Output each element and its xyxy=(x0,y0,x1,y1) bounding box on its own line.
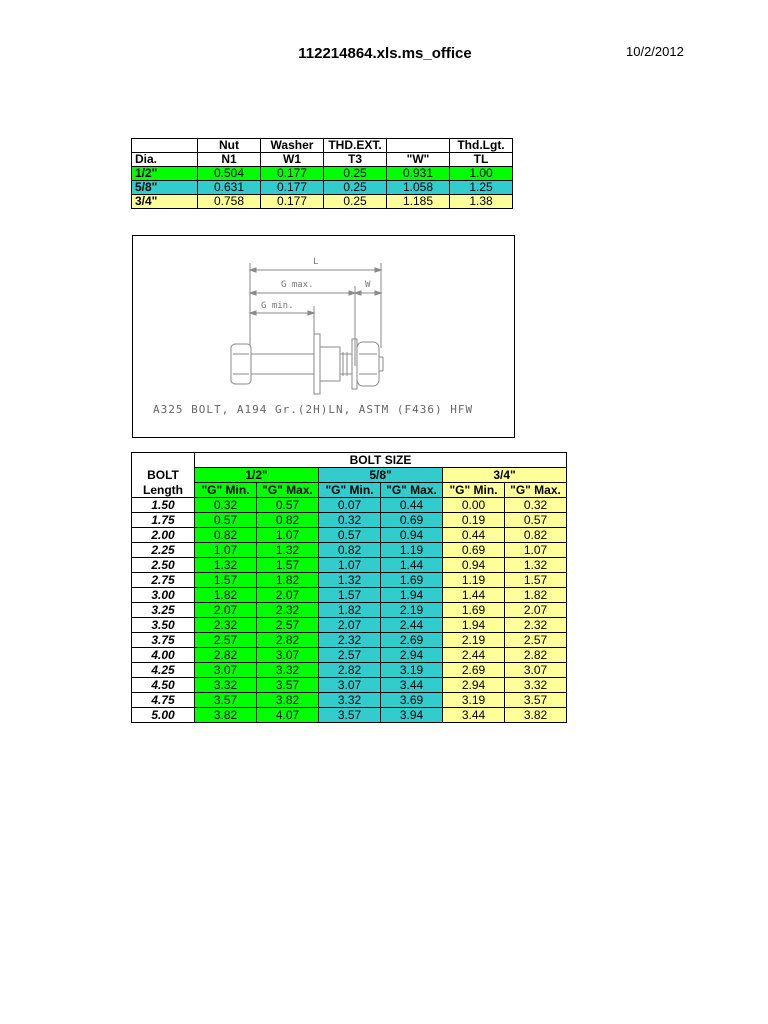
label-l: L xyxy=(313,257,319,267)
g-max-cell: 2.07 xyxy=(257,588,319,603)
g-min-cell: 1.19 xyxy=(443,573,505,588)
bolt-length-cell: 1.75 xyxy=(132,513,195,528)
g-table-row xyxy=(132,633,567,648)
g-max-cell: 0.32 xyxy=(505,498,567,513)
w1-cell: 0.177 xyxy=(261,181,324,195)
bolt-length-cell: 4.75 xyxy=(132,693,195,708)
g-min-cell: 2.44 xyxy=(443,648,505,663)
document-title: 112214864.xls.ms_office xyxy=(298,45,472,62)
min-header: "G" Min. xyxy=(443,483,505,498)
t3-cell: 0.25 xyxy=(324,195,387,209)
g-max-cell: 1.57 xyxy=(257,558,319,573)
label-gmax: G max. xyxy=(281,280,314,290)
bolt-length-cell: 4.00 xyxy=(132,648,195,663)
g-max-cell: 0.94 xyxy=(381,528,443,543)
g-max-cell: 2.94 xyxy=(381,648,443,663)
g-min-cell: 1.57 xyxy=(195,573,257,588)
g-table-row xyxy=(132,543,567,558)
g-min-cell: 2.94 xyxy=(443,678,505,693)
g-table-row xyxy=(132,558,567,573)
g-table-row xyxy=(132,588,567,603)
g-max-cell: 1.57 xyxy=(505,573,567,588)
g-max-cell: 2.44 xyxy=(381,618,443,633)
size-header: 1/2" xyxy=(195,468,319,483)
g-max-cell: 1.07 xyxy=(257,528,319,543)
g-min-cell: 1.82 xyxy=(195,588,257,603)
g-max-cell: 1.94 xyxy=(381,588,443,603)
g-max-cell: 2.82 xyxy=(505,648,567,663)
size-header: 3/4" xyxy=(443,468,567,483)
bolt-length-cell: 3.75 xyxy=(132,633,195,648)
g-max-cell: 0.82 xyxy=(505,528,567,543)
g-table-row xyxy=(132,618,567,633)
g-max-cell: 2.07 xyxy=(505,603,567,618)
g-max-cell: 3.19 xyxy=(381,663,443,678)
bolt-length-cell: 3.50 xyxy=(132,618,195,633)
g-min-cell: 0.32 xyxy=(195,498,257,513)
g-max-cell: 3.82 xyxy=(505,708,567,723)
g-min-cell: 3.32 xyxy=(195,678,257,693)
g-min-cell: 2.32 xyxy=(195,618,257,633)
g-min-cell: 3.57 xyxy=(319,708,381,723)
w-cell: 1.058 xyxy=(387,181,450,195)
g-max-cell: 2.32 xyxy=(257,603,319,618)
g-table-row xyxy=(132,498,567,513)
g-min-cell: 1.82 xyxy=(319,603,381,618)
g-min-cell: 3.07 xyxy=(195,663,257,678)
g-max-cell: 2.82 xyxy=(257,633,319,648)
dimension-row xyxy=(132,181,513,195)
g-max-cell: 2.57 xyxy=(257,618,319,633)
g-min-cell: 0.94 xyxy=(443,558,505,573)
g-max-cell: 2.32 xyxy=(505,618,567,633)
g-min-cell: 1.32 xyxy=(195,558,257,573)
w-cell: 0.931 xyxy=(387,167,450,181)
max-header: "G" Max. xyxy=(381,483,443,498)
t3-cell: 0.25 xyxy=(324,181,387,195)
g-max-cell: 1.82 xyxy=(505,588,567,603)
g-table-row xyxy=(132,648,567,663)
g-max-cell: 3.07 xyxy=(257,648,319,663)
bolt-length-cell: 1.50 xyxy=(132,498,195,513)
dia-cell: 3/4" xyxy=(132,195,198,209)
g-min-cell: 2.32 xyxy=(319,633,381,648)
document-date: 10/2/2012 xyxy=(626,44,684,59)
dia-cell: 1/2" xyxy=(132,167,198,181)
g-max-cell: 1.07 xyxy=(505,543,567,558)
g-min-cell: 2.57 xyxy=(195,633,257,648)
g-table-row xyxy=(132,513,567,528)
dia-cell: 5/8" xyxy=(132,181,198,195)
header-cell: W1 xyxy=(261,153,324,167)
bolt-head xyxy=(231,344,251,384)
bolt-length-cell: 2.75 xyxy=(132,573,195,588)
g-min-cell: 0.44 xyxy=(443,528,505,543)
g-min-cell: 1.57 xyxy=(319,588,381,603)
g-max-cell: 0.69 xyxy=(381,513,443,528)
g-table-row xyxy=(132,573,567,588)
g-max-cell: 1.44 xyxy=(381,558,443,573)
g-min-cell: 0.07 xyxy=(319,498,381,513)
max-header: "G" Max. xyxy=(505,483,567,498)
g-min-cell: 2.07 xyxy=(319,618,381,633)
min-header: "G" Min. xyxy=(319,483,381,498)
drawing-caption: A325 BOLT, A194 Gr.(2H)LN, ASTM (F436) HFW xyxy=(153,403,474,416)
nut xyxy=(357,342,379,386)
n1-cell: 0.504 xyxy=(198,167,261,181)
plate xyxy=(320,347,340,381)
g-min-cell: 0.69 xyxy=(443,543,505,558)
g-min-cell: 2.07 xyxy=(195,603,257,618)
g-table-row xyxy=(132,693,567,708)
g-min-cell: 3.07 xyxy=(319,678,381,693)
g-min-cell: 2.69 xyxy=(443,663,505,678)
g-table-body xyxy=(132,498,567,723)
g-max-cell: 1.32 xyxy=(257,543,319,558)
header-cell: TL xyxy=(450,153,513,167)
tl-cell: 1.38 xyxy=(450,195,513,209)
bolt-assembly-drawing xyxy=(132,235,515,438)
header-cell: Thd.Lgt. xyxy=(450,139,513,153)
g-min-cell: 3.82 xyxy=(195,708,257,723)
dimension-row xyxy=(132,167,513,181)
g-header-row-3 xyxy=(132,483,567,498)
g-min-cell: 3.44 xyxy=(443,708,505,723)
bolt-length-cell: 3.00 xyxy=(132,588,195,603)
g-max-cell: 0.82 xyxy=(257,513,319,528)
g-table-row xyxy=(132,528,567,543)
g-max-cell: 3.57 xyxy=(505,693,567,708)
g-min-cell: 0.82 xyxy=(195,528,257,543)
g-min-cell: 2.57 xyxy=(319,648,381,663)
g-dimension-table xyxy=(131,452,567,723)
g-min-cell: 1.07 xyxy=(195,543,257,558)
g-header-row-2 xyxy=(132,468,567,483)
size-header: 5/8" xyxy=(319,468,443,483)
header-corner xyxy=(132,453,195,468)
g-min-cell: 0.00 xyxy=(443,498,505,513)
g-max-cell: 3.82 xyxy=(257,693,319,708)
g-min-cell: 0.57 xyxy=(319,528,381,543)
g-max-cell: 1.19 xyxy=(381,543,443,558)
header-cell: N1 xyxy=(198,153,261,167)
bolt-length-cell: 3.25 xyxy=(132,603,195,618)
w1-cell: 0.177 xyxy=(261,167,324,181)
label-gmin: G min. xyxy=(261,301,294,311)
g-max-cell: 0.57 xyxy=(257,498,319,513)
g-max-cell: 3.69 xyxy=(381,693,443,708)
header-cell xyxy=(387,139,450,153)
header-cell: T3 xyxy=(324,153,387,167)
max-header: "G" Max. xyxy=(257,483,319,498)
g-max-cell: 2.69 xyxy=(381,633,443,648)
bolt-length-cell: 5.00 xyxy=(132,708,195,723)
g-min-cell: 1.94 xyxy=(443,618,505,633)
g-max-cell: 3.94 xyxy=(381,708,443,723)
g-header-row-1 xyxy=(132,453,567,468)
dimension-header-row-bottom xyxy=(132,153,513,167)
g-table-row xyxy=(132,603,567,618)
washer xyxy=(314,334,320,394)
w-cell: 1.185 xyxy=(387,195,450,209)
g-min-cell: 0.57 xyxy=(195,513,257,528)
g-max-cell: 1.32 xyxy=(505,558,567,573)
g-min-cell: 3.19 xyxy=(443,693,505,708)
g-min-cell: 0.32 xyxy=(319,513,381,528)
g-min-cell: 1.32 xyxy=(319,573,381,588)
g-max-cell: 3.57 xyxy=(257,678,319,693)
g-min-cell: 1.69 xyxy=(443,603,505,618)
dimension-table xyxy=(131,138,513,209)
g-max-cell: 3.07 xyxy=(505,663,567,678)
header-cell: Washer xyxy=(261,139,324,153)
g-max-cell: 0.44 xyxy=(381,498,443,513)
g-max-cell: 2.19 xyxy=(381,603,443,618)
min-header: "G" Min. xyxy=(195,483,257,498)
g-min-cell: 3.32 xyxy=(319,693,381,708)
n1-cell: 0.631 xyxy=(198,181,261,195)
bolt-length-cell: 2.50 xyxy=(132,558,195,573)
g-min-cell: 2.82 xyxy=(195,648,257,663)
g-max-cell: 0.57 xyxy=(505,513,567,528)
tl-cell: 1.25 xyxy=(450,181,513,195)
g-table-row xyxy=(132,708,567,723)
g-min-cell: 1.07 xyxy=(319,558,381,573)
label-w: W xyxy=(365,280,371,290)
t3-cell: 0.25 xyxy=(324,167,387,181)
header-cell: THD.EXT. xyxy=(324,139,387,153)
g-max-cell: 1.82 xyxy=(257,573,319,588)
g-table-row xyxy=(132,678,567,693)
bolt-length-cell: 2.25 xyxy=(132,543,195,558)
g-min-cell: 0.19 xyxy=(443,513,505,528)
g-max-cell: 2.57 xyxy=(505,633,567,648)
g-max-cell: 4.07 xyxy=(257,708,319,723)
header-cell xyxy=(132,139,198,153)
g-min-cell: 0.82 xyxy=(319,543,381,558)
bolt-label: BOLT xyxy=(132,468,195,483)
bolt-length-cell: 2.00 xyxy=(132,528,195,543)
bolt-size-header: BOLT SIZE xyxy=(195,453,567,468)
bolt-length-cell: 4.25 xyxy=(132,663,195,678)
g-max-cell: 1.69 xyxy=(381,573,443,588)
length-label: Length xyxy=(132,483,195,498)
header-cell: Dia. xyxy=(132,153,198,167)
dimension-row xyxy=(132,195,513,209)
g-max-cell: 3.44 xyxy=(381,678,443,693)
g-table-row xyxy=(132,663,567,678)
g-min-cell: 3.57 xyxy=(195,693,257,708)
g-max-cell: 3.32 xyxy=(505,678,567,693)
header-cell: Nut xyxy=(198,139,261,153)
tl-cell: 1.00 xyxy=(450,167,513,181)
header-cell: "W" xyxy=(387,153,450,167)
dimension-header-row-top xyxy=(132,139,513,153)
n1-cell: 0.758 xyxy=(198,195,261,209)
w1-cell: 0.177 xyxy=(261,195,324,209)
g-min-cell: 2.82 xyxy=(319,663,381,678)
g-min-cell: 1.44 xyxy=(443,588,505,603)
g-min-cell: 2.19 xyxy=(443,633,505,648)
bolt-length-cell: 4.50 xyxy=(132,678,195,693)
g-max-cell: 3.32 xyxy=(257,663,319,678)
